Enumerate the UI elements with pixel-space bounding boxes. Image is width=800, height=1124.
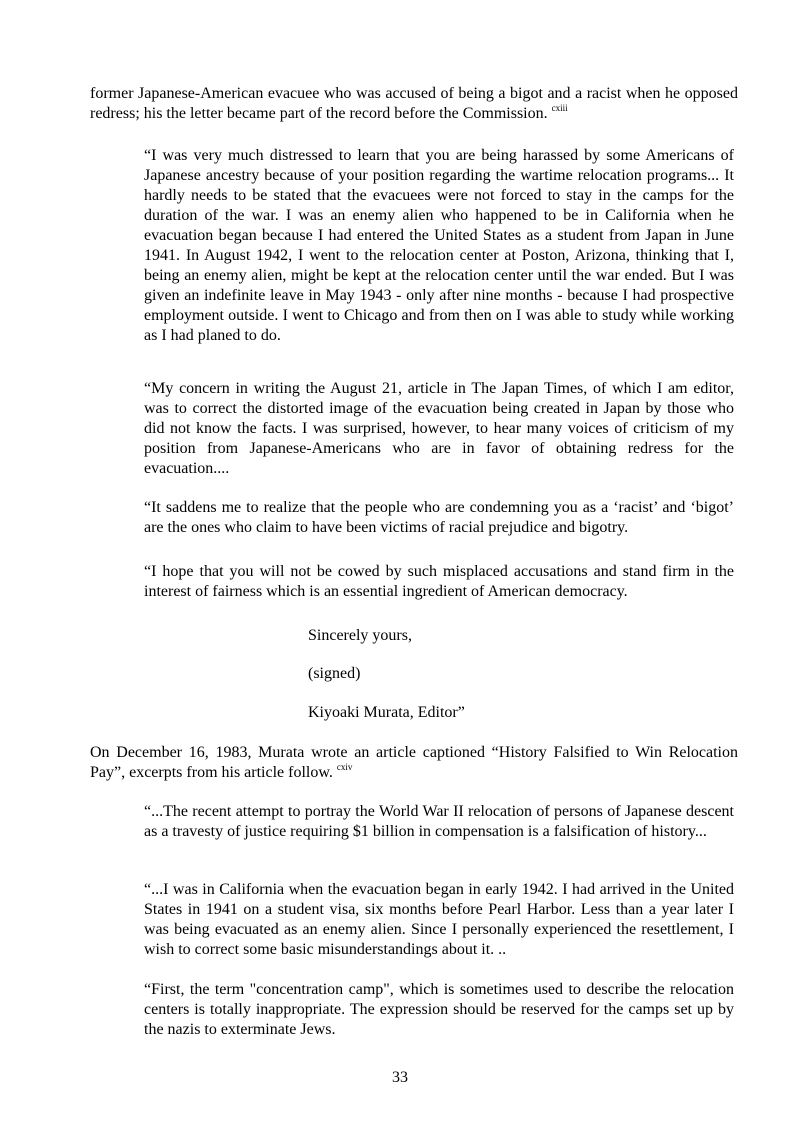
article-paragraph: “First, the term "concentration camp", which is sometimes used to describe the relocation centers is totally inappropriate. The expression should be reserved for the camps set up by the nazis to exterminate Jews. [144, 981, 734, 1038]
letter-paragraph: “It saddens me to realize that the people who are condemning you as a ‘racist’ and ‘bigot’ are the ones who claim to have been victims of racial prejudice and bigotry. [144, 499, 734, 536]
page-number: 33 [392, 1069, 408, 1086]
letter-paragraph: “My concern in writing the August 21, article in The Japan Times, of which I am editor, was to correct the distorted image of the evacuation being created in Japan by those who did not know the facts. I was surprised, however, to hear many voices of criticism of my position from Japanese-Americans who are in favor of obtaining redress for the evacuation.... [144, 380, 734, 477]
intro-paragraph [90, 84, 738, 124]
transition-text: On December 16, 1983, Murata wrote an article captioned “History Falsified to Win Relocation Pay”, excerpts from his article follow. [90, 744, 738, 781]
letter-paragraph: “I was very much distressed to learn that you are being harassed by some Americans of Japanese ancestry because of your position regarding the wartime relocation programs... It hardly needs to be stated that the evacuees were not forced to stay in the camps for the duration of the war. I was an enemy alien who happened to be in California when he evacuation began because I had entered the United States as a student from Japan in June 1941. In August 1942, I went to the relocation center at Poston, Arizona, thinking that I, being an enemy alien, might be kept at the relocation center until the war ended. But I was given an indefinite leave in May 1943 - only after nine months - because I had prospective employment outside. I went to Chicago and from then on I was able to study while working as I had planed to do. [144, 147, 734, 344]
article-paragraph: “...The recent attempt to portray the World War II relocation of persons of Japanese descent as a travesty of justice requiring $1 billion in compensation is a falsification of history... [144, 803, 734, 840]
letter-signed: (signed) [308, 665, 361, 682]
letter-signatory: Kiyoaki Murata, Editor” [308, 704, 465, 721]
article-paragraph: “...I was in California when the evacuation began in early 1942. I had arrived in the United States in 1941 on a student visa, six months before Pearl Harbor. Less than a year later I was being evacuated as an enemy alien. Since I personally experienced the resettlement, I wish to correct some basic misunderstandings about it. .. [144, 881, 734, 958]
footnote-ref: cxiv [336, 762, 353, 772]
letter-closing: Sincerely yours, [308, 627, 412, 644]
letter-paragraph: “I hope that you will not be cowed by such misplaced accusations and stand firm in the interest of fairness which is an essential ingredient of American democracy. [144, 563, 734, 600]
footnote-ref: cxiii [551, 103, 568, 113]
intro-text: former Japanese-American evacuee who was accused of being a bigot and a racist when he opposed redress; his the letter became part of the record before the Commission. [90, 85, 738, 122]
transition-paragraph [90, 743, 738, 783]
